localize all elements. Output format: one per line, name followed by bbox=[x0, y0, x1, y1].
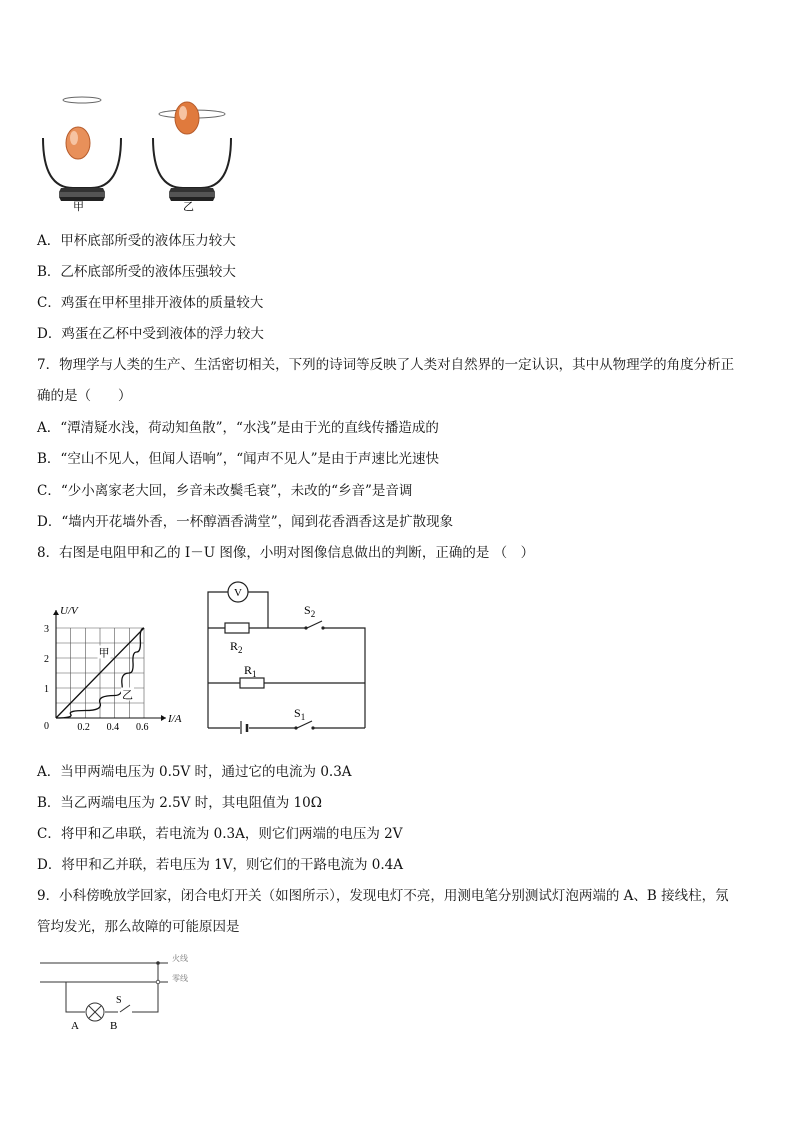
y-axis-label: U/V bbox=[60, 605, 78, 617]
q8-option-d: D．将甲和乙并联，若电压为 1V，则它们的干路电流为 0.4A bbox=[37, 857, 403, 873]
circuit-diagram bbox=[200, 578, 375, 734]
q7-option-b: B．“空山不见人，但闻人语响”，“闻声不见人”是由于声速比光速快 bbox=[37, 451, 440, 467]
egg bbox=[66, 127, 90, 159]
y-tick-label: 2 bbox=[44, 654, 49, 665]
series-label-yi: 乙 bbox=[122, 689, 133, 702]
y-tick-label: 1 bbox=[44, 684, 49, 695]
x-tick-label: 0.4 bbox=[106, 722, 120, 733]
q7-option-c: C．“少小离家老大回，乡音未改鬓毛衰”，未改的“乡音”是音调 bbox=[37, 483, 413, 499]
q8-option-c: C．将甲和乙串联，若电流为 0.3A，则它们两端的电压为 2V bbox=[37, 826, 403, 842]
q7-stem-line1: 7．物理学与人类的生产、生活密切相关，下列的诗词等反映了人类对自然界的一定认识，其中从物理学的角度分析正 bbox=[37, 357, 735, 373]
q8-option-a: A．当甲两端电压为 0.5V 时，通过它的电流为 0.3A bbox=[37, 764, 352, 780]
y-axis-arrow bbox=[53, 610, 59, 615]
origin-label: 0 bbox=[44, 721, 49, 732]
cup-jia bbox=[43, 97, 121, 201]
egg bbox=[175, 102, 199, 134]
switch-label: S bbox=[116, 995, 122, 1006]
q6-option-d: D．鸡蛋在乙杯中受到液体的浮力较大 bbox=[37, 326, 264, 342]
cups-figure bbox=[35, 88, 235, 218]
cup-label-jia: 甲 bbox=[73, 201, 84, 213]
terminal-b-label: B bbox=[110, 1020, 118, 1032]
voltmeter-symbol: V bbox=[234, 587, 242, 599]
series-label-jia: 甲 bbox=[98, 647, 110, 660]
q6-option-b: B．乙杯底部所受的液体压强较大 bbox=[37, 264, 236, 280]
x-tick-label: 0.6 bbox=[136, 722, 149, 733]
q6-option-a: A．甲杯底部所受的液体压力较大 bbox=[37, 233, 236, 249]
q7-stem-line2: 确的是（ ） bbox=[37, 388, 132, 404]
r2-label: $R_2$ bbox=[230, 639, 243, 655]
q9-stem-line1: 9．小科傍晚放学回家，闭合电灯开关（如图所示），发现电灯不亮，用测电笔分别测试灯泡两端的 A、B 接线柱，氖 bbox=[37, 888, 729, 904]
iu-chart bbox=[36, 602, 196, 734]
q6-option-c: C．鸡蛋在甲杯里排开液体的质量较大 bbox=[37, 295, 264, 311]
terminal-a-label: A bbox=[71, 1020, 79, 1032]
s1-label: $S_1$ bbox=[294, 706, 306, 722]
live-wire-label: 火线 bbox=[172, 954, 188, 963]
cup-yi bbox=[153, 102, 231, 201]
x-tick-label: 0.2 bbox=[77, 722, 90, 733]
wiring-figure bbox=[36, 948, 206, 1034]
s2-label: $S_2$ bbox=[304, 603, 316, 619]
r1-label: $R_1$ bbox=[244, 663, 257, 679]
q7-option-a: A．“潭清疑水浅，荷动知鱼散”，“水浅”是由于光的直线传播造成的 bbox=[37, 420, 439, 436]
q9-stem-line2: 管均发光，那么故障的可能原因是 bbox=[37, 919, 240, 935]
neutral-wire-label: 零线 bbox=[172, 974, 188, 983]
x-axis-arrow bbox=[161, 715, 166, 721]
y-tick-label: 3 bbox=[44, 624, 49, 635]
q8-stem: 8．右图是电阻甲和乙的 I－U 图像，小明对图像信息做出的判断，正确的是 （ ） bbox=[37, 545, 535, 561]
q8-option-b: B．当乙两端电压为 2.5V 时，其电阻值为 10Ω bbox=[37, 795, 322, 811]
x-axis-label: I/A bbox=[168, 713, 182, 725]
cup-label-yi: 乙 bbox=[183, 201, 194, 213]
q7-option-d: D．“墙内开花墙外香，一杯醇酒香满堂”，闻到花香酒香这是扩散现象 bbox=[37, 514, 454, 530]
